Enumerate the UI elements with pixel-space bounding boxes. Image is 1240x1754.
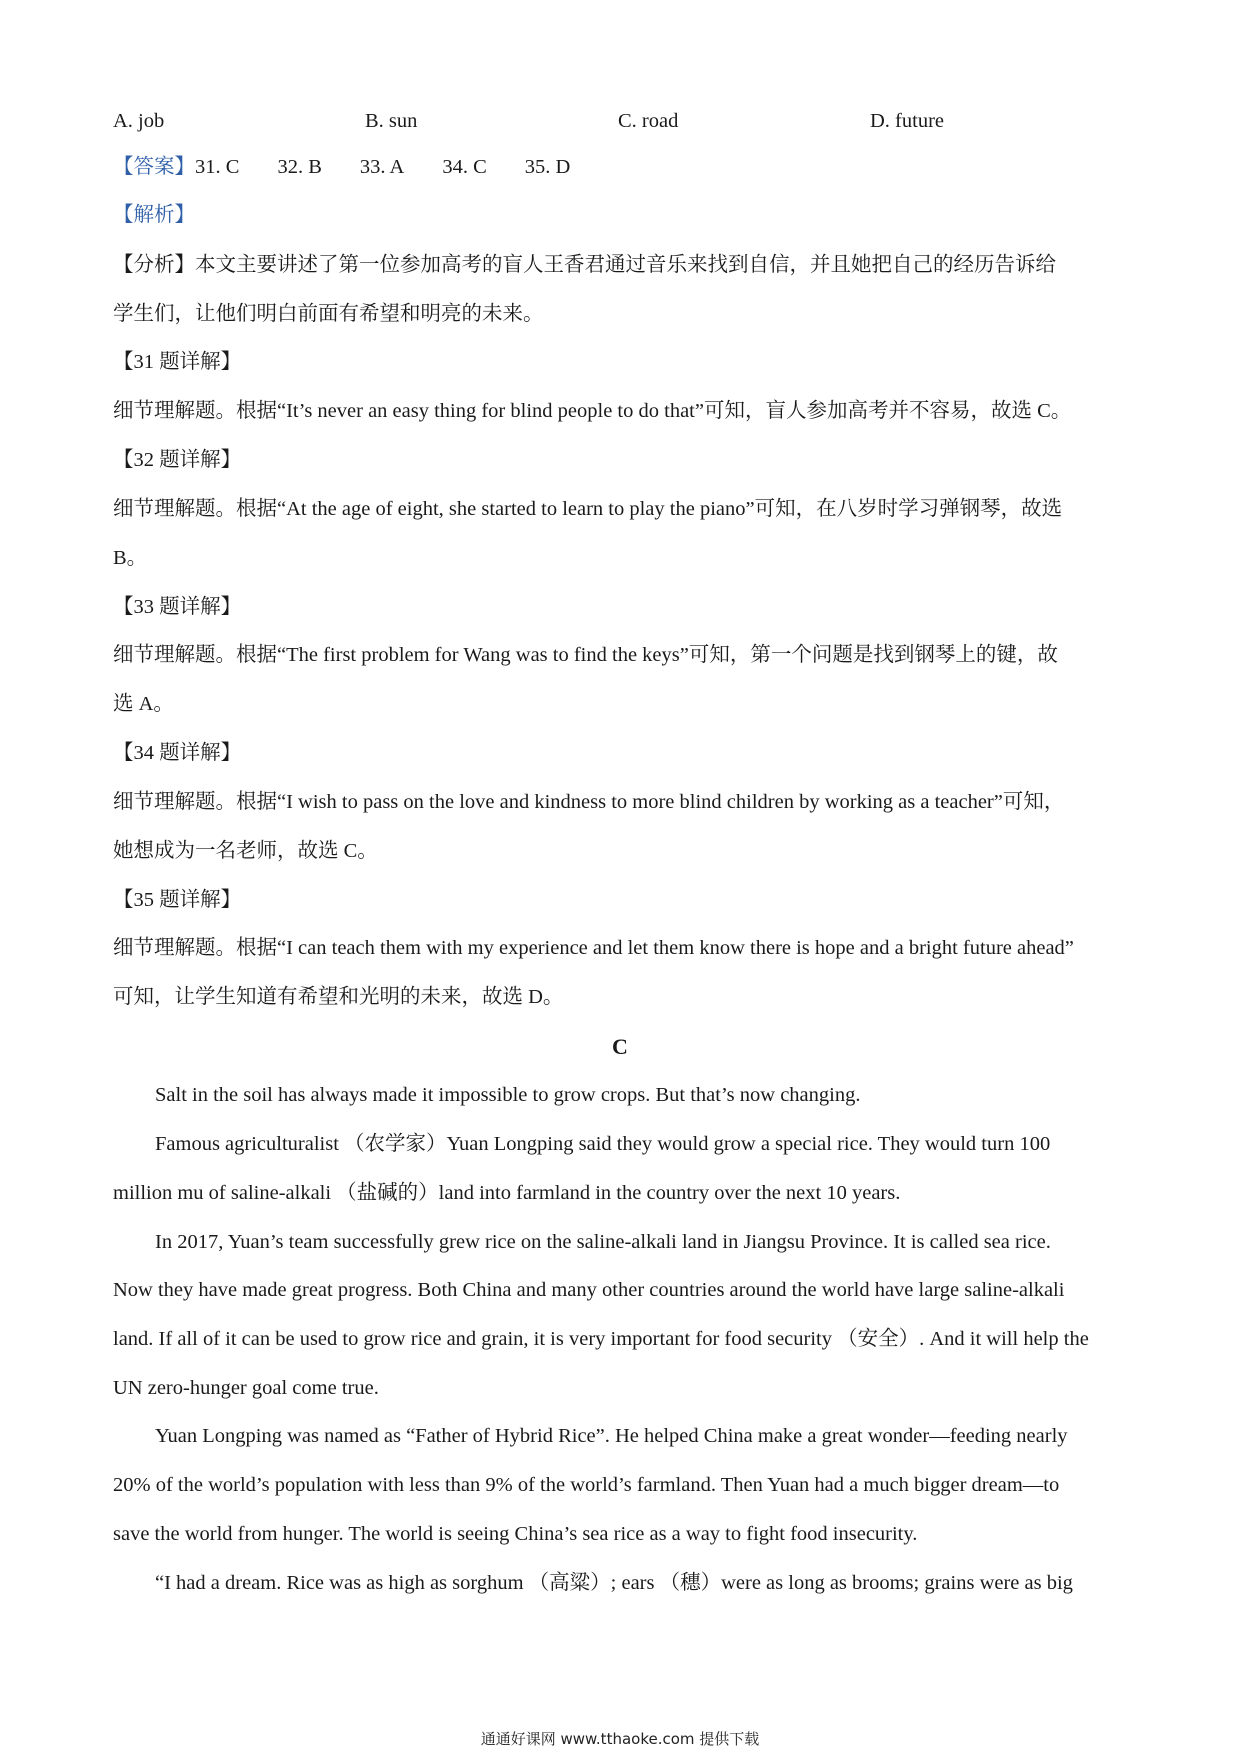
answer-label: 【答案】 bbox=[113, 156, 195, 178]
detail-heading: 【32 题详解】 bbox=[113, 449, 242, 471]
passage-line: Salt in the soil has always made it impossible to grow crops. But that’s now changing. bbox=[155, 1084, 861, 1106]
detail-line: 她想成为一名老师，故选 C。 bbox=[113, 840, 378, 862]
analysis-label: 【解析】 bbox=[113, 204, 195, 226]
detail-heading: 【33 题详解】 bbox=[113, 596, 242, 618]
detail-heading: 【34 题详解】 bbox=[113, 742, 242, 764]
detail-heading: 【35 题详解】 bbox=[113, 889, 242, 911]
detail-line: 细节理解题。根据“I wish to pass on the love and kindness to more blind children by working as a teacher”可知， bbox=[113, 791, 1065, 813]
answer-item: 34. C bbox=[442, 156, 487, 178]
detail-line: 细节理解题。根据“The first problem for Wang was to find the keys”可知，第一个问题是找到钢琴上的键，故 bbox=[113, 644, 1058, 666]
detail-line: B。 bbox=[113, 547, 148, 569]
option-a: A. job bbox=[113, 110, 165, 132]
analysis-intro-line: 学生们，让他们明白前面有希望和明亮的未来。 bbox=[113, 303, 544, 325]
answer-item: 33. A bbox=[359, 156, 405, 178]
option-d: D. future bbox=[870, 110, 945, 132]
option-c: C. road bbox=[618, 110, 679, 132]
passage-line: Famous agriculturalist （农学家）Yuan Longping said they would grow a special rice. They would turn 100 bbox=[155, 1133, 1051, 1155]
detail-line: 细节理解题。根据“At the age of eight, she started to learn to play the piano”可知，在八岁时学习弹钢琴，故选 bbox=[113, 498, 1063, 520]
answer-item: 32. B bbox=[277, 156, 322, 178]
analysis-intro-line: 【分析】本文主要讲述了第一位参加高考的盲人王香君通过音乐来找到自信，并且她把自己的经历告诉给 bbox=[113, 254, 1056, 276]
answer-item: 35. D bbox=[524, 156, 571, 178]
passage-line: Now they have made great progress. Both China and many other countries around the world have large saline-alkali bbox=[113, 1279, 1065, 1301]
passage-line: land. If all of it can be used to grow rice and grain, it is very important for food security （安全）. And it will help the bbox=[113, 1328, 1089, 1350]
passage-line: UN zero-hunger goal come true. bbox=[113, 1377, 379, 1399]
passage-line: 20% of the world’s population with less than 9% of the world’s farmland. Then Yuan had a much bigger dream—to bbox=[113, 1474, 1060, 1496]
passage-line: Yuan Longping was named as “Father of Hybrid Rice”. He helped China make a great wonder—feeding nearly bbox=[155, 1425, 1068, 1447]
detail-heading: 【31 题详解】 bbox=[113, 351, 242, 373]
passage-line: In 2017, Yuan’s team successfully grew rice on the saline-alkali land in Jiangsu Province. It is called sea rice. bbox=[155, 1231, 1051, 1253]
answer-key-row bbox=[113, 152, 1131, 182]
detail-line: 细节理解题。根据“It’s never an easy thing for blind people to do that”可知，盲人参加高考并不容易，故选 C。 bbox=[113, 400, 1072, 422]
answer-item: 31. C bbox=[195, 156, 240, 178]
detail-line: 可知，让学生知道有希望和光明的未来，故选 D。 bbox=[113, 986, 564, 1008]
section-title: C bbox=[612, 1034, 628, 1059]
passage-line: save the world from hunger. The world is seeing China’s sea rice as a way to fight food insecurity. bbox=[113, 1523, 918, 1545]
detail-line: 细节理解题。根据“I can teach them with my experience and let them know there is hope and a bright future ahead” bbox=[113, 937, 1074, 959]
page-footer: 通通好课网 www.tthaoke.com 提供下载 bbox=[480, 1730, 760, 1748]
option-b: B. sun bbox=[365, 110, 418, 132]
passage-line: “I had a dream. Rice was as high as sorghum （高粱）; ears （穗）were as long as brooms; grains were as big bbox=[155, 1572, 1073, 1594]
detail-line: 选 A。 bbox=[113, 693, 174, 715]
passage-line: million mu of saline-alkali （盐碱的）land into farmland in the country over the next 10 years. bbox=[113, 1182, 901, 1204]
